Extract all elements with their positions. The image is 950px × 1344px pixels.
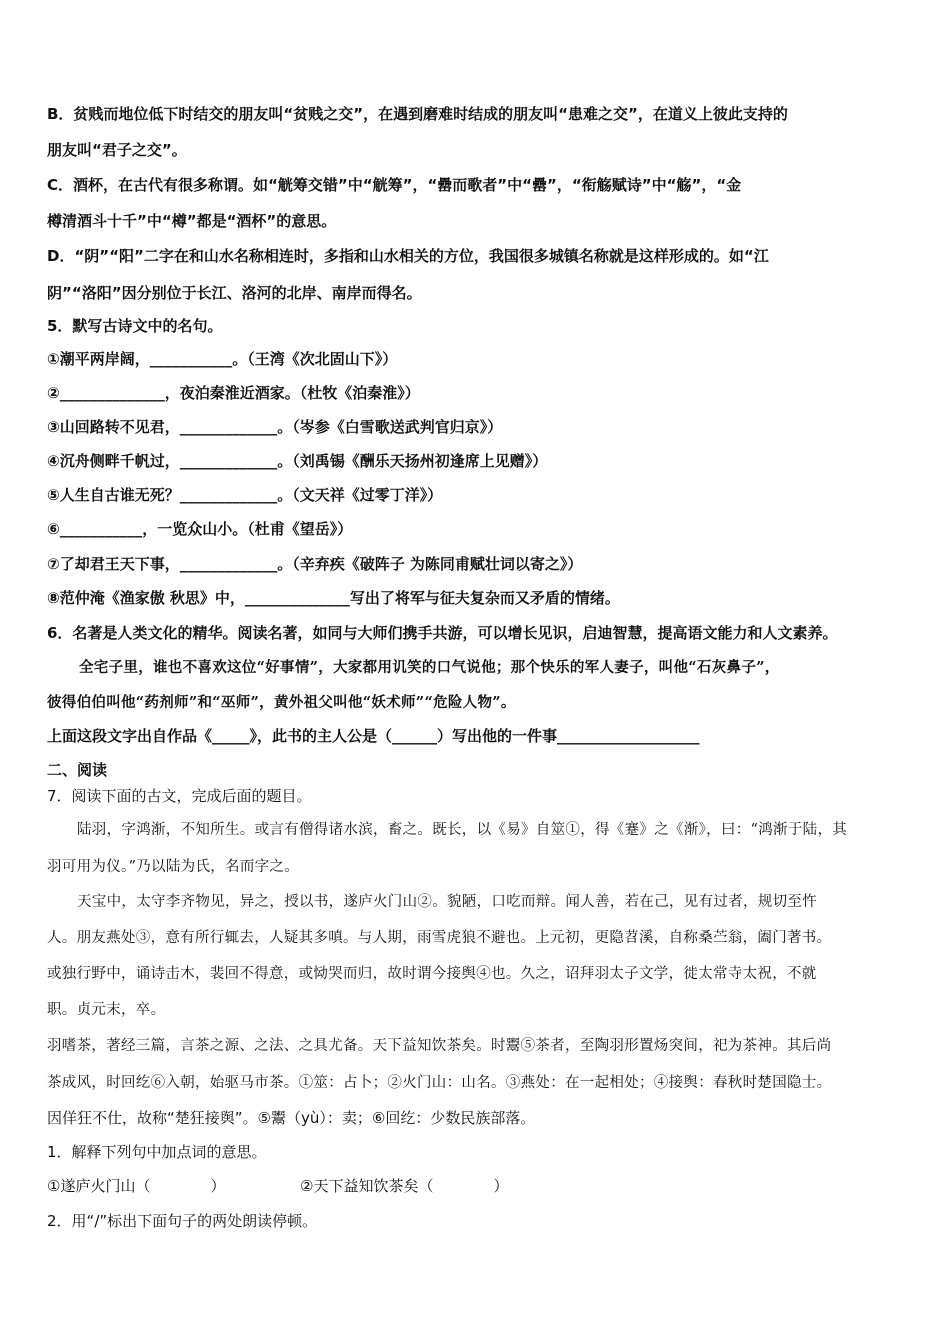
q6-question: 上面这段文字出自作品《_____》，此书的主人公是（______）写出他的一件事___________________ (47, 727, 700, 745)
option-d-line1: D．“阴”“阳”二字在和山水名称相连时，多指和山水相关的方位，我国很多城镇名称就是这样形成的。如“江 (47, 247, 769, 265)
q7-stem: 7．阅读下面的古文，完成后面的题目。 (47, 787, 312, 805)
q5-item-1: ①潮平两岸阔，___________。（王湾《次北固山下》） (47, 350, 398, 368)
q5-item-8: ⑧范仲淹《渔家傲 秋思》中，______________写出了将军与征夫复杂而又矛盾的情绪。 (47, 589, 620, 607)
passage-p2-line3: 或独行野中，诵诗击木，裴回不得意，或恸哭而归，故时谓今接舆④也。久之，诏拜羽太子文学，徙太常寺太祝，不就 (47, 966, 817, 982)
option-b-line2: 朋友叫“君子之交”。 (47, 141, 187, 159)
passage-p3-line2: 茶成风，时回纥⑥入朝，始驱马市茶。①筮：占卜；②火门山：山名。③燕处：在一起相处；④接舆：春秋时楚国隐士。 (47, 1075, 832, 1091)
q6-stem: 6．名著是人类文化的精华。阅读名著，如同与大师们携手共游，可以增长见识，启迪智慧，提高语文能力和人文素养。 (47, 624, 838, 642)
option-b-line1: B．贫贱而地位低下时结交的朋友叫“贫贱之交”，在遇到磨难时结成的朋友叫“患难之交”，在道义上彼此支持的 (47, 105, 788, 123)
option-d-line2: 阴”“洛阳”因分别位于长江、洛河的北岸、南岸而得名。 (47, 284, 422, 302)
q6-excerpt-line1: 全宅子里，谁也不喜欢这位“好事情”，大家都用讥笑的口气说他；那个快乐的军人妻子，叫他“石灰鼻子”， (79, 659, 780, 676)
passage-p3-line1: 羽嗜茶，著经三篇，言茶之源、之法、之具尤备。天下益知饮茶矣。时鬻⑤茶者，至陶羽形置炀突间，祀为茶神。其后尚 (47, 1038, 832, 1054)
sub-question-2: 2．用“/”标出下面句子的两处朗读停顿。 (47, 1212, 318, 1230)
passage-p1-line2: 羽可用为仪。”乃以陆为氏，名而字之。 (47, 859, 300, 875)
q5-item-4: ④沉舟侧畔千帆过，_____________。（刘禹锡《酬乐天扬州初逢席上见赠》） (47, 452, 548, 470)
q5-item-5: ⑤人生自古谁无死？_____________。（文天祥《过零丁洋》） (47, 486, 443, 504)
option-c-line2: 樽清酒斗十千”中“樽”都是“酒杯”的意思。 (47, 212, 337, 230)
sub-question-1: 1．解释下列句中加点词的意思。 (47, 1143, 267, 1161)
passage-p2-line4: 职。贞元末，卒。 (47, 1002, 166, 1018)
q5-item-3: ③山回路转不见君，_____________。（岑参《白雪歌送武判官归京》） (47, 418, 503, 436)
section-title: 二、阅读 (47, 761, 108, 779)
q5-item-6: ⑥___________，一览众山小。（杜甫《望岳》） (47, 520, 353, 538)
passage-p3-line3: 因佯狂不仕，故称“楚狂接舆”。⑤鬻（yù）：卖；⑥回纥：少数民族部落。 (47, 1109, 536, 1127)
option-c-line1: C．酒杯，在古代有很多称谓。如“觥筹交错”中“觥筹”，“罍而歌者”中“罍”，“衔觞赋诗”中“觞”，“金 (47, 176, 742, 194)
q5-stem: 5．默写古诗文中的名句。 (47, 317, 223, 335)
q6-excerpt-line2: 彼得伯伯叫他“药剂师”和“巫师”，黄外祖父叫他“妖术师”“危险人物”。 (47, 694, 516, 711)
sub-question-1-item-a: ①遂庐火门山（ ） (47, 1177, 226, 1195)
q5-item-7: ⑦了却君王天下事，_____________。（辛弃疾《破阵子 为陈同甫赋壮词以寄之》） (47, 555, 583, 573)
q5-item-2: ②______________，夜泊秦淮近酒家。（杜牧《泊秦淮》） (47, 384, 420, 402)
sub-question-1-item-b: ②天下益知饮茶矣（ ） (300, 1177, 509, 1195)
passage-p2-line2: 人。朋友燕处③，意有所行辄去，人疑其多嗔。与人期，雨雪虎狼不避也。上元初，更隐苕溪，自称桑苎翁，阖门著书。 (47, 930, 832, 946)
passage-p2-line1: 天宝中，太守李齐物见，异之，授以书，遂庐火门山②。貌陋，口吃而辩。闻人善，若在己，见有过者，规切至忤 (77, 894, 817, 910)
passage-p1-line1: 陆羽，字鸿渐，不知所生。或言有僧得诸水滨，畜之。既长，以《易》自筮①，得《蹇》之《渐》，曰：“鸿渐于陆，其 (77, 822, 848, 838)
